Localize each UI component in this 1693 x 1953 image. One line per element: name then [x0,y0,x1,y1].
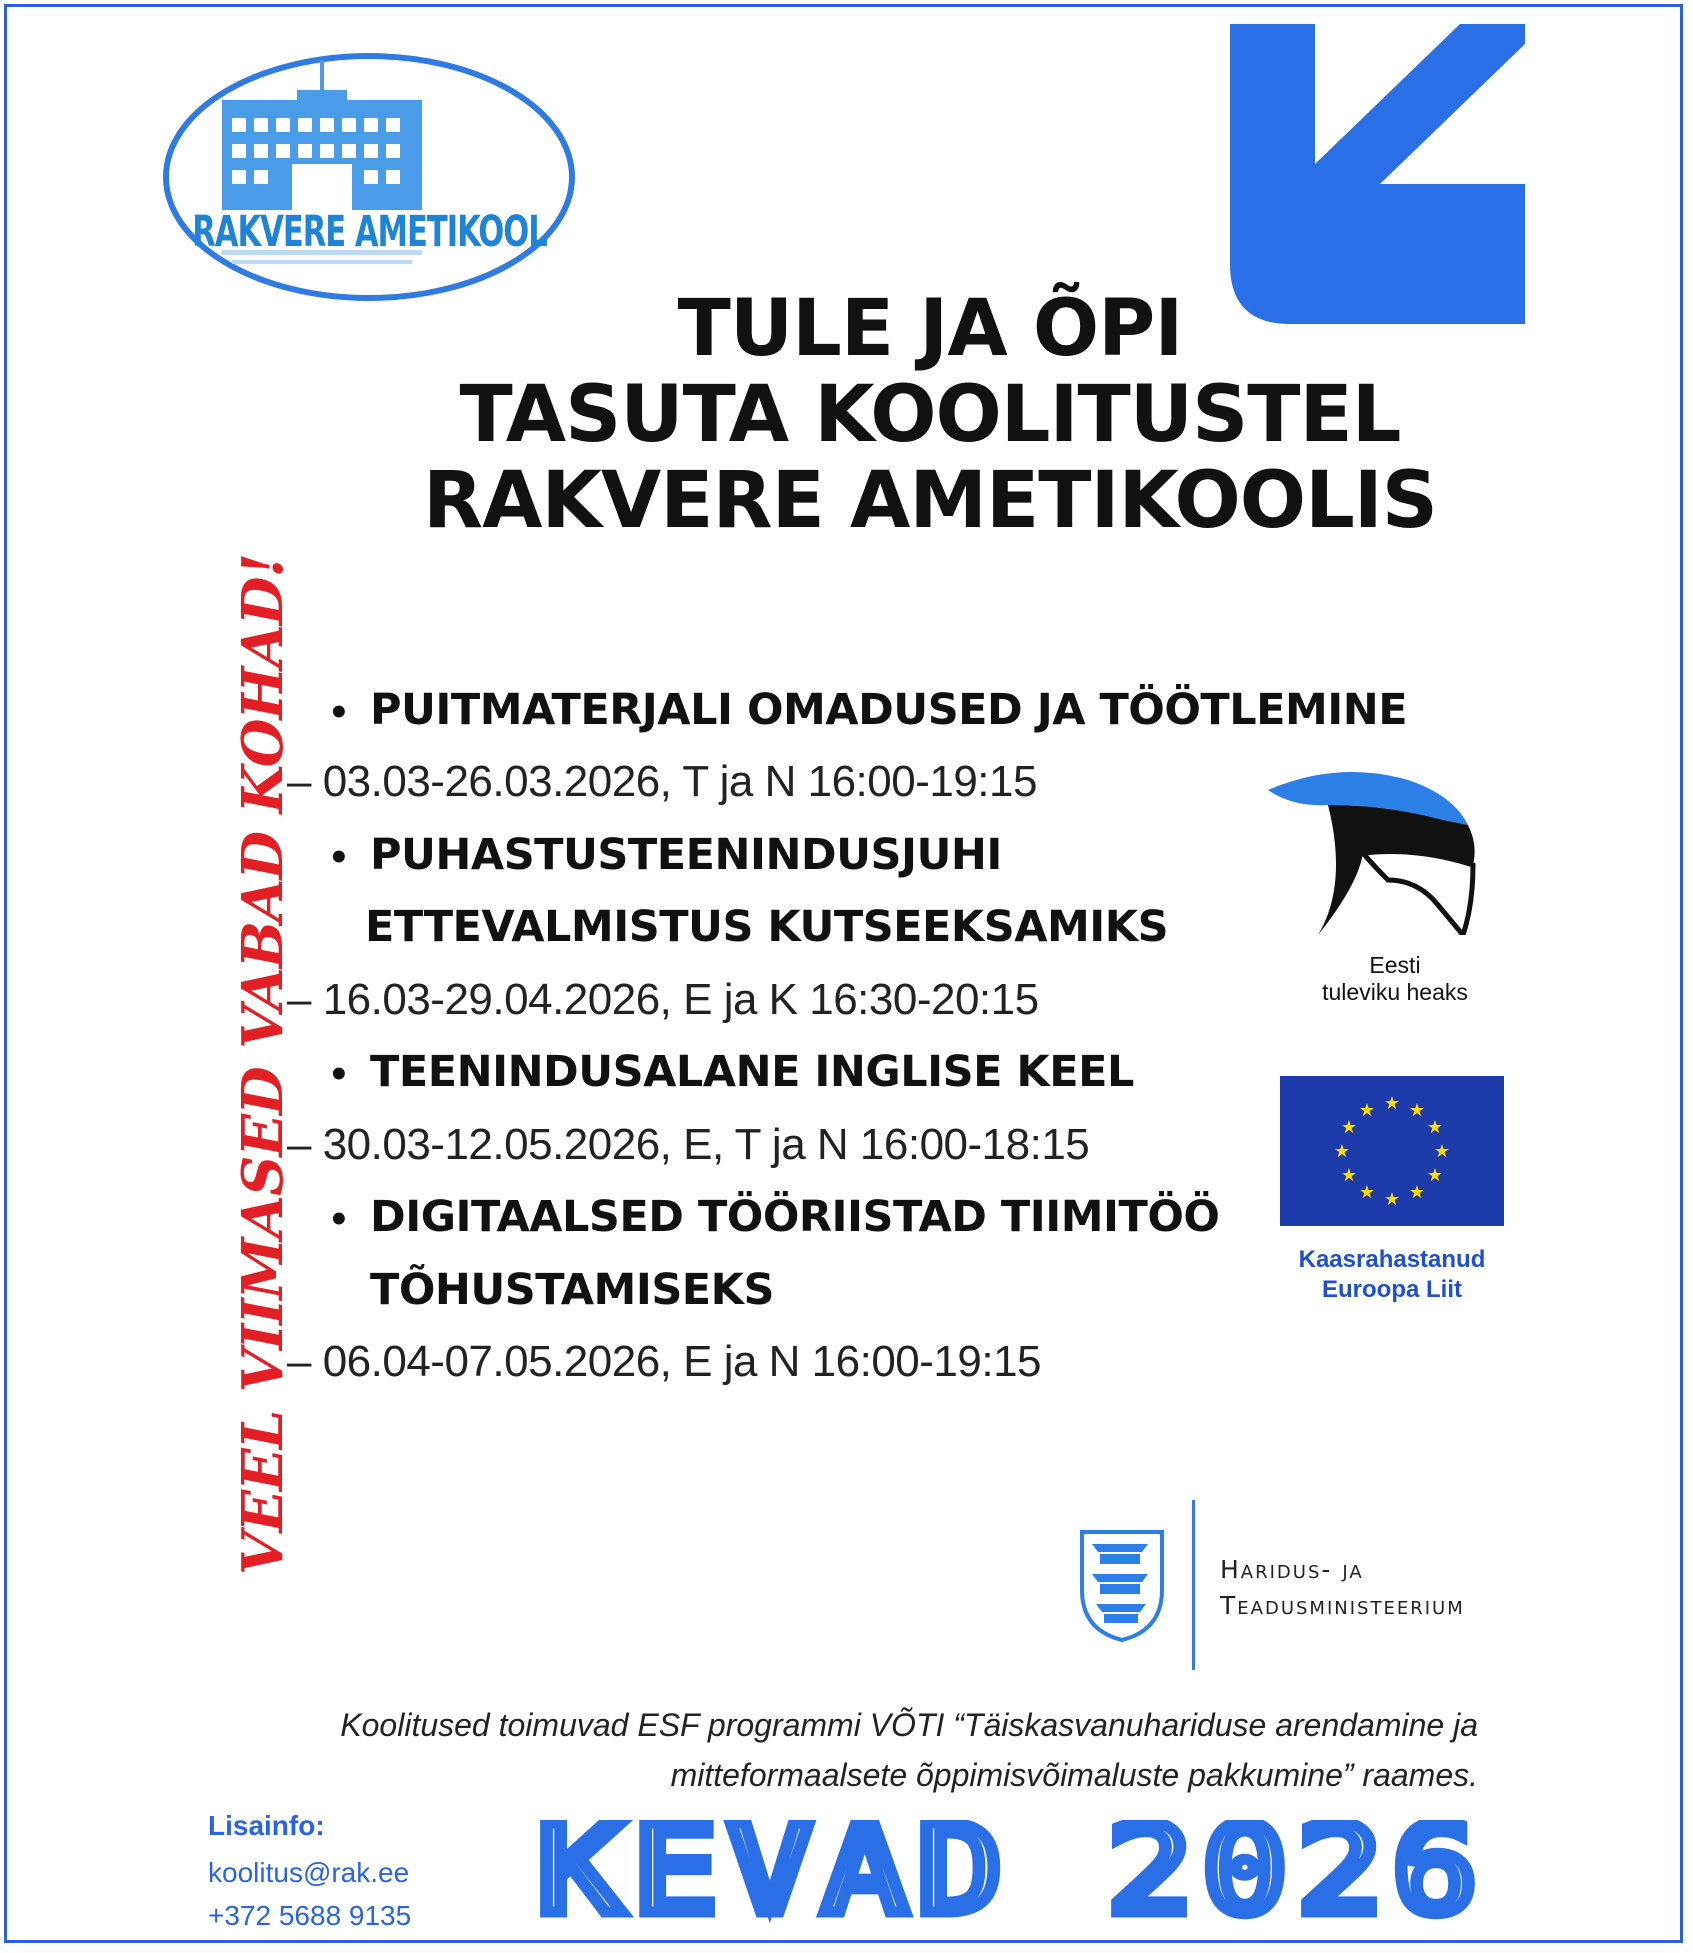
title-line: TASUTA KOOLITUSTEL [459,370,1401,460]
page-title [330,286,1530,544]
svg-text:★: ★ [1383,1189,1401,1210]
k-arrow-icon [1230,24,1525,324]
svg-text:★: ★ [1340,1117,1358,1138]
contact-email[interactable]: koolitus@rak.ee [208,1857,410,1888]
svg-text:★: ★ [1426,1165,1444,1186]
svg-text:★: ★ [1358,1100,1376,1121]
bullet-icon: • [328,1200,350,1240]
footer-note: Koolitused toimuvad ESF programmi VÕTI “Täiskasvanuhariduse arendamine ja mitteformaalsete õppimisvõimaluste pakkumine” raames. [340,1707,1478,1793]
course-title-continued: ETTEVALMISTUS KUTSEEKSAMIKS [365,902,1169,952]
svg-text:★: ★ [1358,1182,1376,1203]
course-date: – 16.03-29.04.2026, E ja K 16:30-20:15 [287,975,1039,1024]
bullet-icon: • [328,693,350,733]
eu-stars-icon [1280,1076,1504,1226]
title-line: TULE JA ÕPI [677,284,1183,374]
course-title: DIGITAALSED TÖÖRIISTAD TIIMITÖÖ [370,1192,1220,1242]
season-banner [530,1820,1495,1925]
ministry-name: Haridus- ja Teadusministeerium [1220,1555,1465,1620]
school-logo-name: RAKVERE AMETIKOOL [192,207,547,257]
eu-logo-caption: Kaasrahastanud Euroopa Liit [1298,1246,1486,1303]
side-banner-text: VEEL VIIMASED VABAD KOHAD! [230,554,296,1575]
season-text: KEVAD 2026 [537,1820,1487,1925]
contact-phone[interactable]: +372 5688 9135 [208,1900,412,1931]
bullet-icon: • [328,1055,350,1095]
course-title: PUHASTUSTEENINDUSJUHI [370,830,1002,880]
ministry-divider [1192,1500,1195,1670]
course-title-continued: TÕHUSTAMISEKS [370,1265,774,1315]
course-title: TEENINDUSALANE INGLISE KEEL [370,1047,1134,1097]
svg-text:★: ★ [1408,1100,1426,1121]
svg-text:★: ★ [1333,1141,1351,1162]
ministry-crest-icon [1078,1530,1166,1642]
estonia-logo-caption: Eesti tuleviku heaks [1322,952,1468,1005]
svg-text:★: ★ [1340,1165,1358,1186]
svg-text:★: ★ [1426,1117,1444,1138]
bullet-icon: • [328,838,350,878]
svg-text:★: ★ [1383,1093,1401,1114]
svg-text:★: ★ [1408,1182,1426,1203]
eu-flag-icon [1280,1076,1504,1226]
course-title: PUITMATERJALI OMADUSED JA TÖÖTLEMINE [370,685,1408,735]
contact-label: Lisainfo: [208,1810,325,1841]
school-building-icon [162,52,577,302]
course-date: – 06.04-07.05.2026, E ja N 16:00-19:15 [287,1337,1042,1386]
course-date: – 03.03-26.03.2026, T ja N 16:00-19:15 [287,757,1037,806]
title-line: RAKVERE AMETIKOOLIS [423,456,1437,546]
svg-text:★: ★ [1433,1141,1451,1162]
estonia-flag-icon [1268,765,1488,935]
course-date: – 30.03-12.05.2026, E, T ja N 16:00-18:15 [287,1120,1090,1169]
school-logo [162,52,577,302]
